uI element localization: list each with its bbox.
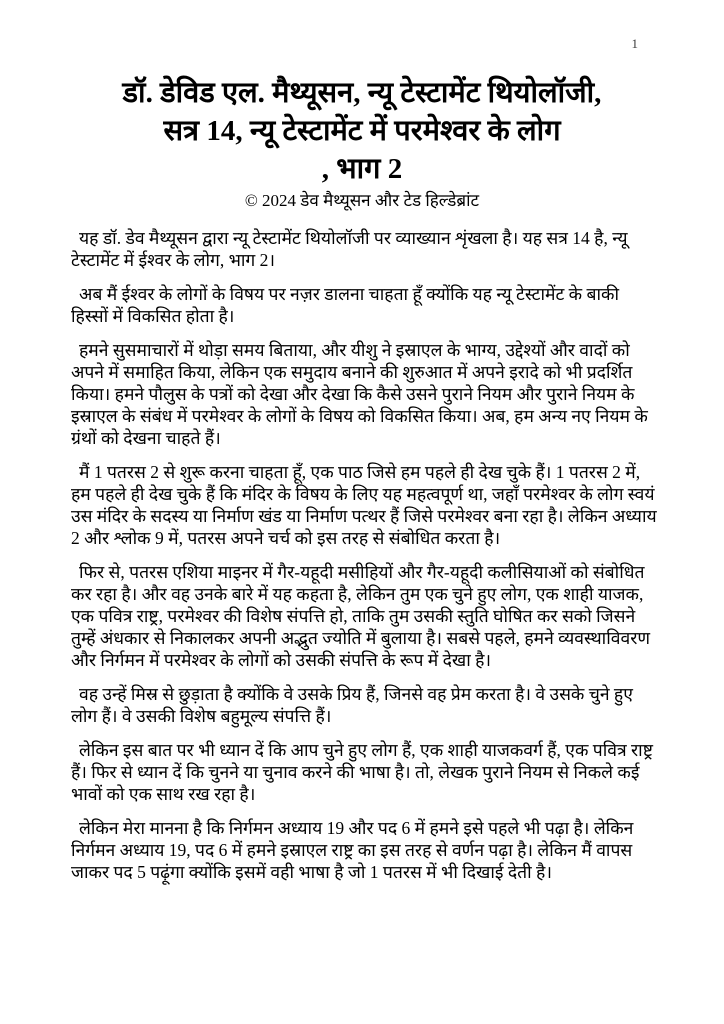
paragraph-egypt-redemption: वह उन्हें मिस्र से छुड़ाता है क्योंकि वे उसके प्रिय हैं, जिनसे वह प्रेम करता है। वे उसके चुने हुए लोग हैं। वे उसकी विशेष बहुमूल्य संपत्ति हैं।	[71, 684, 633, 726]
page-number: 1	[631, 36, 638, 51]
paragraph-intro: यह डॉ. डेव मैथ्यूसन द्वारा न्यू टेस्टामेंट थियोलॉजी पर व्याख्यान शृंखला है। यह सत्र 14 है, न्यू टेस्टामेंट में ईश्वर के लोग, भाग 2।	[71, 228, 628, 270]
title-line-2: सत्र 14, न्यू टेस्टामेंट में परमेश्वर के लोग	[163, 115, 561, 147]
document-title	[34, 74, 690, 188]
paragraph-gospels-paul: हमने सुसमाचारों में थोड़ा समय बिताया, और यीशु ने इस्राएल के भाग्य, उद्देश्यों और वादों को अपने में समाहित किया, लेकिन एक समुदाय बनाने की शुरुआत में अपने इरादे को भी प्रदर्शित किया। हमने पौलुस के पत्रों को देखा और देखा कि कैसे उसने पुराने नियम और पुराने नियम के इस्राएल के संबंध में परमेश्वर के लोगों के विषय को विकसित किया। अब, हम अन्य नए नियम के ग्रंथों को देखना चाहते हैं।	[71, 340, 648, 448]
copyright-line: © 2024 डेव मैथ्यूसन और टेड हिल्डेब्रांट	[244, 191, 480, 210]
paragraph-1-peter-2: मैं 1 पतरस 2 से शुरू करना चाहता हूँ, एक पाठ जिसे हम पहले ही देख चुके हैं। 1 पतरस 2 में, हम पहले ही देख चुके हैं कि मंदिर के विषय के लिए यह महत्वपूर्ण था, जहाँ परमेश्वर के लोग स्वयं उस मंदिर के सदस्य या निर्माण खंड या निर्माण पत्थर हैं जिसे परमेश्वर बना रहा है। लेकिन अध्याय 2 और श्लोक 9 में, पतरस अपने चर्च को इस तरह से संबोधित करता है।	[71, 462, 657, 548]
document-body	[71, 227, 657, 883]
paragraph-chosen-people: लेकिन इस बात पर भी ध्यान दें कि आप चुने हुए लोग हैं, एक शाही याजकवर्ग हैं, एक पवित्र राष्ट्र हैं। फिर से ध्यान दें कि चुनने या चुनाव करने की भाषा है। तो, लेखक पुराने नियम से निकले कई भावों को एक साथ रख रहा है।	[71, 740, 653, 804]
paragraph-asia-minor: फिर से, पतरस एशिया माइनर में गैर-यहूदी मसीहियों और गैर-यहूदी कलीसियाओं को संबोधित कर रहा है। और वह उनके बारे में यह कहता है, लेकिन तुम एक चुने हुए लोग, एक शाही याजक, एक पवित्र राष्ट्र, परमेश्वर की विशेष संपत्ति हो, ताकि तुम उसकी स्तुति घोषित कर सको जिसने तुम्हें अंधकार से निकालकर अपनी अद्भुत ज्योति में बुलाया है। सबसे पहले, हमने व्यवस्थाविवरण और निर्गमन में परमेश्वर के लोगों को उसकी संपत्ति के रूप में देखा है।	[71, 562, 651, 670]
paragraph-exodus-19: लेकिन मेरा मानना है कि निर्गमन अध्याय 19 और पद 6 में हमने इसे पहले भी पढ़ा है। लेकिन निर्गमन अध्याय 19, पद 6 में हमने इस्राएल राष्ट्र का इस तरह से वर्णन पढ़ा है। लेकिन मैं वापस जाकर पद 5 पढ़ूंगा क्योंकि इसमें वही भाषा है जो 1 पतरस में भी दिखाई देती है।	[71, 818, 634, 882]
paragraph-overview: अब मैं ईश्वर के लोगों के विषय पर नज़र डालना चाहता हूँ क्योंकि यह न्यू टेस्टामेंट के बाकी हिस्सों में विकसित होता है।	[71, 284, 619, 326]
title-line-3: , भाग 2	[321, 153, 403, 185]
title-line-1: डॉ. डेविड एल. मैथ्यूसन, न्यू टेस्टामेंट थियोलॉजी,	[122, 77, 602, 109]
